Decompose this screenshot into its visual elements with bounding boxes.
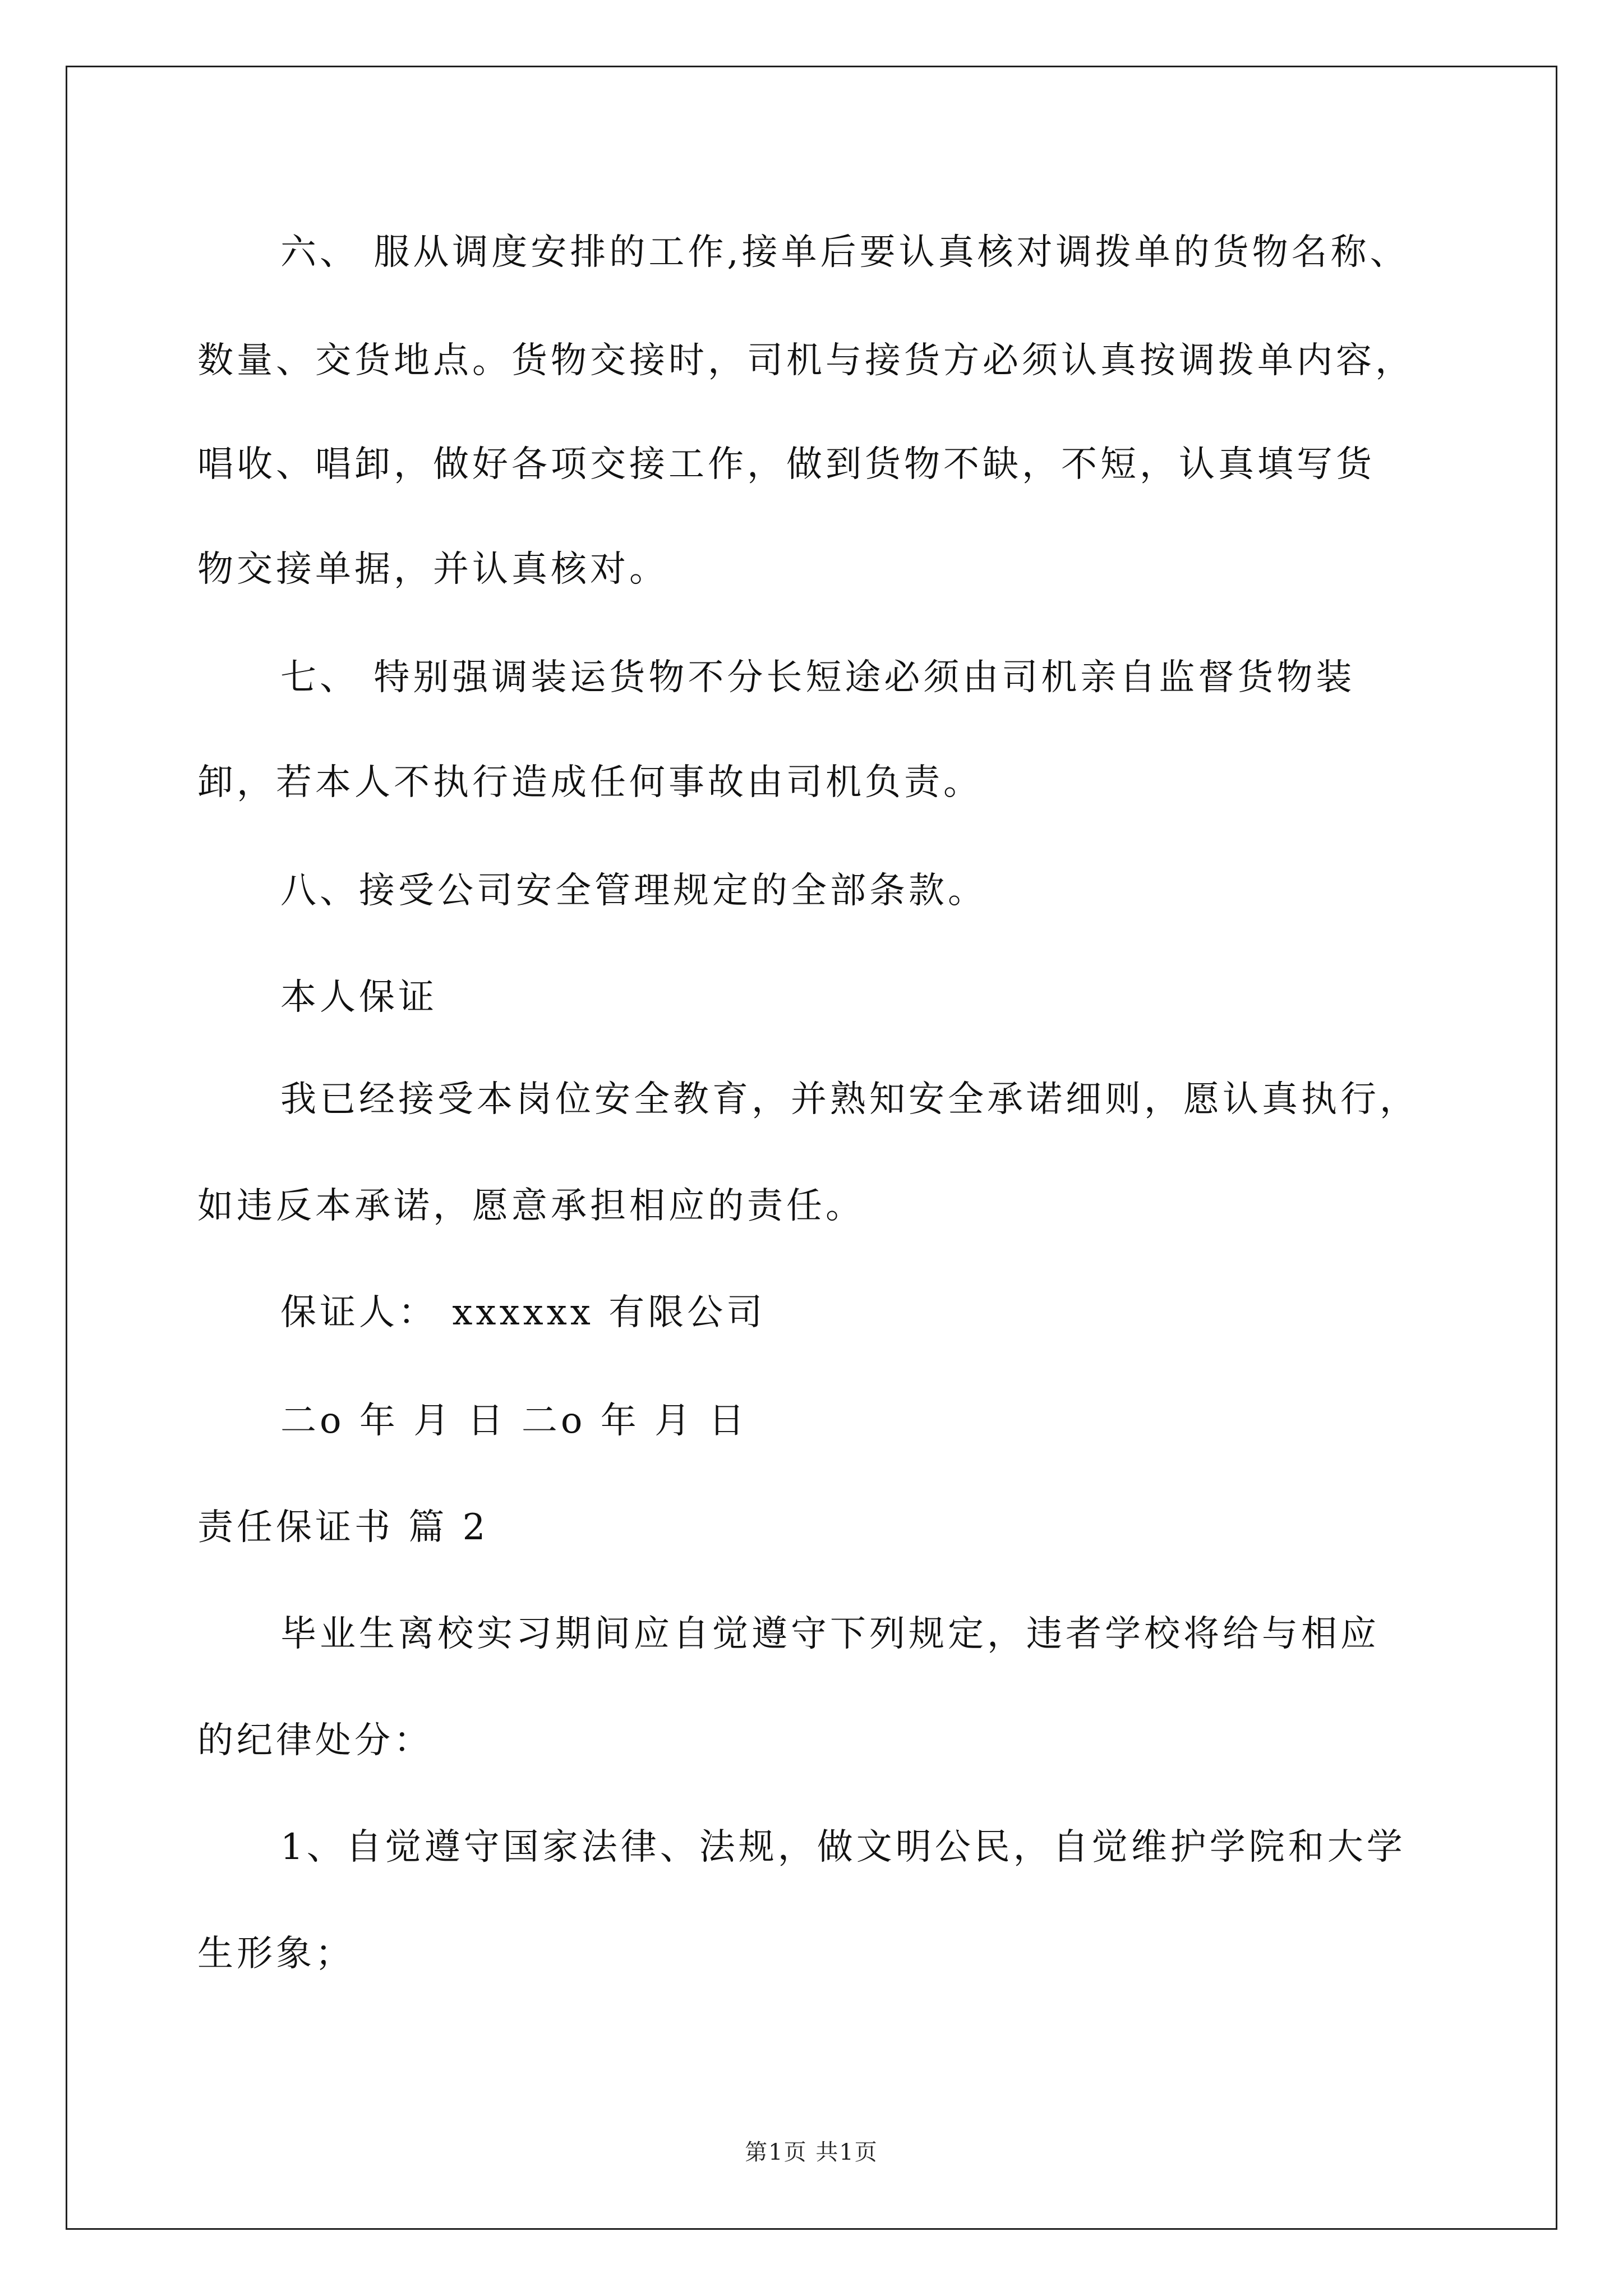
paragraph-line: 数量、交货地点。货物交接时，司机与接货方必须认真按调拨单内容， — [197, 340, 1414, 381]
paragraph-line: 毕业生离校实习期间应自觉遵守下列规定，违者学校将给与相应 — [280, 1613, 1380, 1655]
paragraph-line: 本人保证 — [280, 977, 437, 1018]
section-title: 责任保证书 篇 2 — [197, 1507, 489, 1548]
paragraph-line: 的纪律处分： — [197, 1720, 433, 1761]
paragraph-line: 1、自觉遵守国家法律、法规，做文明公民，自觉维护学院和大学 — [280, 1826, 1406, 1868]
paragraph-line: 如违反本承诺，愿意承担相应的责任。 — [197, 1185, 865, 1227]
paragraph-line: 物交接单据，并认真核对。 — [197, 549, 668, 590]
date-line: 二o 年 月 日 二o 年 月 日 — [280, 1400, 748, 1442]
paragraph-line: 卸，若本人不执行造成任何事故由司机负责。 — [197, 762, 983, 803]
paragraph-line: 六、 服从调度安排的工作,接单后要认真核对调拨单的货物名称、 — [280, 232, 1409, 273]
paragraph-line: 七、 特别强调装运货物不分长短途必须由司机亲自监督货物装 — [280, 657, 1355, 698]
page-border — [66, 66, 1557, 2230]
page-footer: 第1页 共1页 — [745, 2139, 878, 2165]
guarantor-line: 保证人： xxxxxx 有限公司 — [280, 1292, 766, 1333]
paragraph-line: 八、接受公司安全管理规定的全部条款。 — [280, 870, 987, 912]
paragraph-line: 生形象； — [197, 1933, 354, 1975]
paragraph-line: 我已经接受本岗位安全教育，并熟知安全承诺细则，愿认真执行， — [280, 1079, 1419, 1120]
paragraph-line: 唱收、唱卸，做好各项交接工作，做到货物不缺，不短，认真填写货 — [197, 444, 1375, 485]
